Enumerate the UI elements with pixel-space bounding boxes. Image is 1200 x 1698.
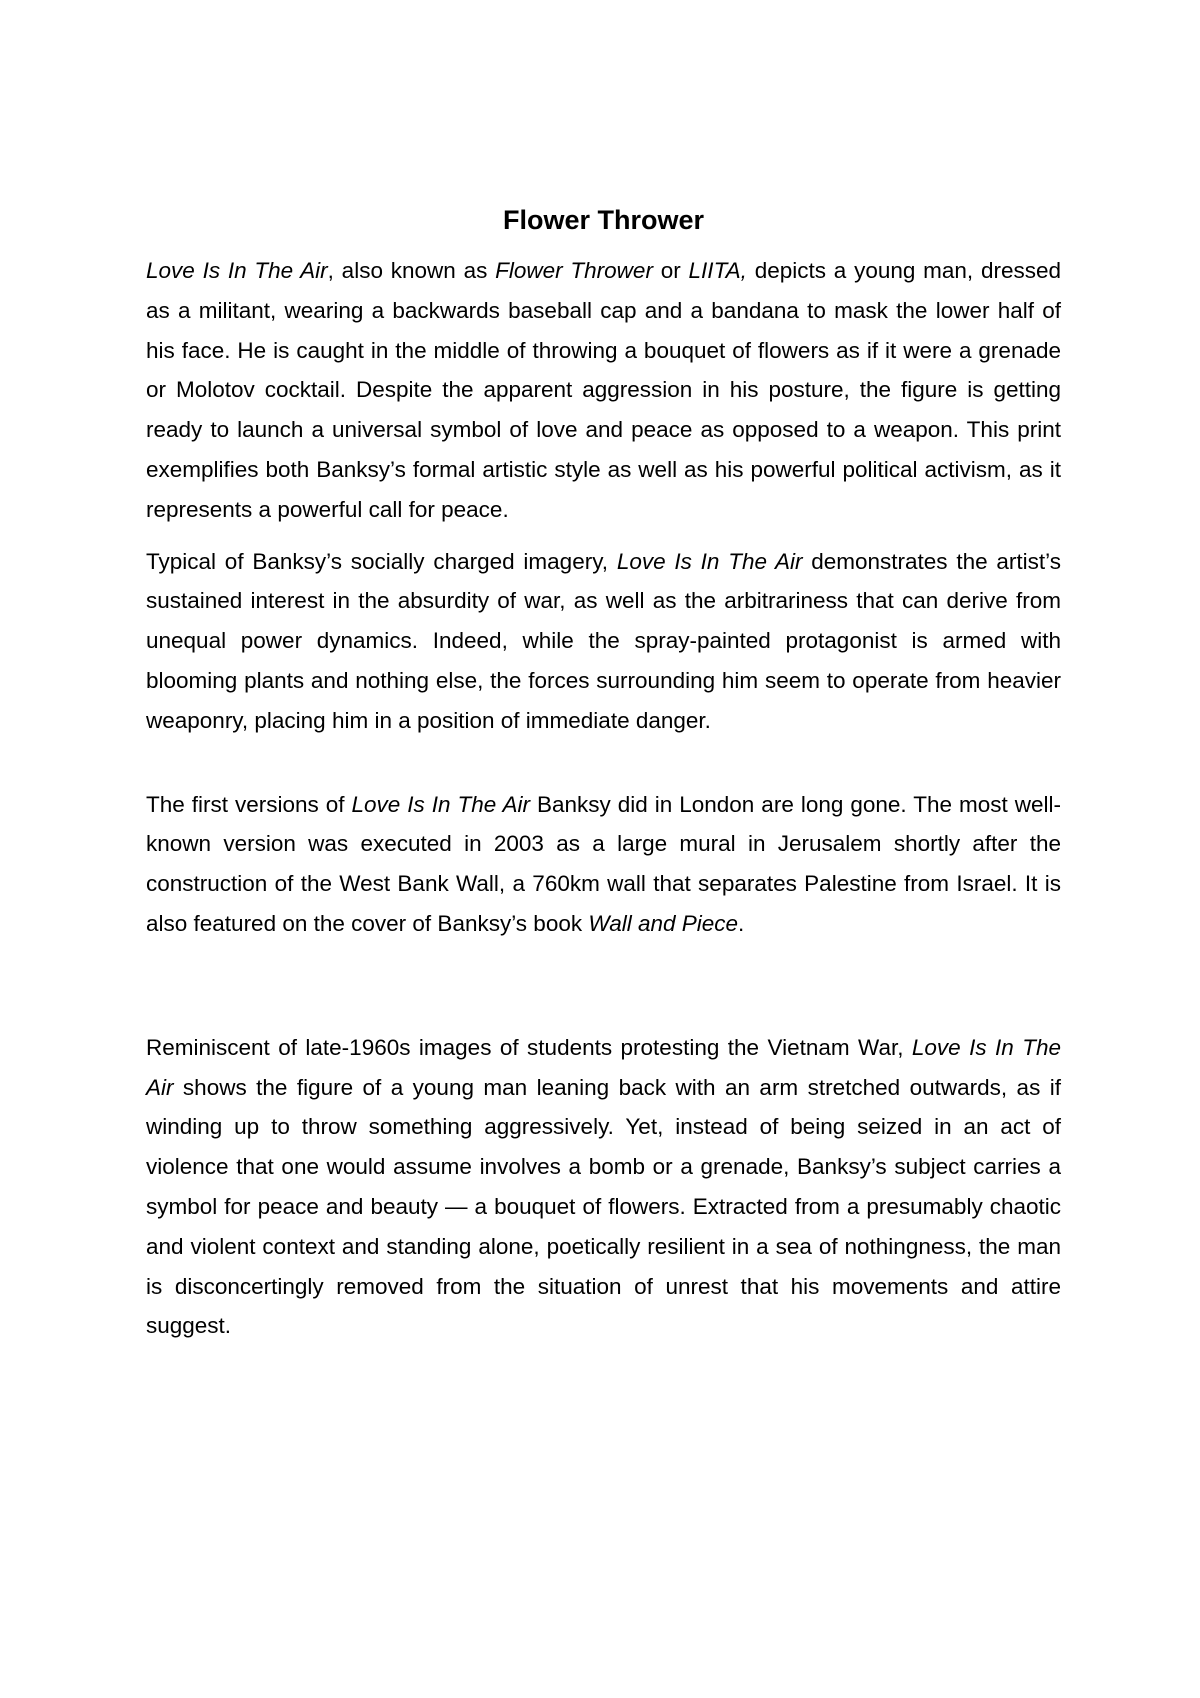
paragraph-3 <box>146 785 1061 944</box>
text-run: Love Is In The Air <box>351 791 530 817</box>
paragraph-4 <box>146 1028 1061 1346</box>
text-run: Banksy did in London are long gone. The most well-known version was executed in 2003 as a large mural in Jerusalem shortly after the construction of the West Bank Wall, a 760km wall that separates Palestine from Israel. It is also featured on the cover of Banksy’s book <box>146 791 1061 936</box>
paragraph-2 <box>146 542 1061 741</box>
text-run: demonstrates the artist’s sustained interest in the absurdity of war, as well as the arbitrariness that can derive from unequal power dynamics. Indeed, while the spray-painted protagonist is armed with blooming plants and nothing else, the forces surrounding him seem to operate from heavier weaponry, placing him in a position of immediate danger. <box>146 548 1062 733</box>
text-run: LIITA, <box>688 258 747 283</box>
text-run: Typical of Banksy’s socially charged imagery, <box>146 548 617 574</box>
document-title: Flower Thrower <box>502 205 705 235</box>
text-run: depicts a young man, dressed as a militant, wearing a backwards baseball cap and a bandana to mask the lower half of his face. He is caught in the middle of throwing a bouquet of flowers as if it were a grenade or Molotov cocktail. Despite the apparent aggression in his posture, the figure is getting ready to launch a universal symbol of love and peace as opposed to a weapon. This print exemplifies both Banksy’s formal artistic style as well as his powerful political activism, as it represents a powerful call for peace. <box>146 258 1062 522</box>
text-run: , also known as <box>327 258 496 283</box>
text-run: Wall and Piece <box>588 910 739 936</box>
text-run: Love Is In The Air <box>616 548 803 574</box>
text-run: The first versions of <box>146 791 352 817</box>
text-run: Flower Thrower <box>495 258 653 283</box>
text-run: Reminiscent of late-1960s images of students protesting the Vietnam War, <box>146 1034 912 1060</box>
text-run: Love Is In The Air <box>146 258 328 283</box>
document-body <box>146 200 1061 1346</box>
text-run: Love Is In The Air <box>146 1034 1061 1100</box>
paragraph-1 <box>146 251 1061 530</box>
text-run: shows the figure of a young man leaning back with an arm stretched outwards, as if winding up to throw something aggressively. Yet, instead of being seized in an act of violence that one would assume involves a bomb or a grenade, Banksy’s subject carries a symbol for peace and beauty — a bouquet of flowers. Extracted from a presumably chaotic and violent context and standing alone, poetically resilient in a sea of nothingness, the man is disconcertingly removed from the situation of unrest that his movements and attire suggest. <box>146 1074 1061 1339</box>
text-run: . <box>738 910 745 936</box>
text-run: or <box>652 258 689 283</box>
